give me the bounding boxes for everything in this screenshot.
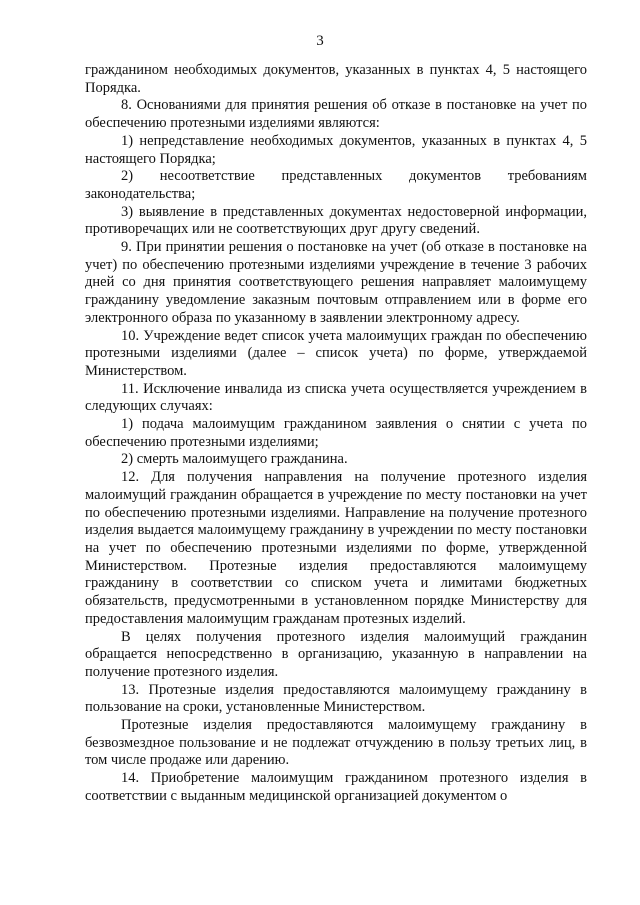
paragraph-item-13-note: Протезные изделия предоставляются малоимущему гражданину в безвозмездное пользование и не подлежат отчуждению в пользу третьих лиц, в том числе продаже или дарению. [85, 717, 587, 769]
paragraph-item-12-note: В целях получения протезного изделия малоимущий гражданин обращается непосредственно в организацию, указанную в направлении на получение протезного изделия. [85, 628, 587, 680]
page-number: 3 [316, 33, 324, 49]
paragraph-item-13: 13. Протезные изделия предоставляются малоимущему гражданину в пользование на сроки, установленные Министерством. [85, 681, 587, 716]
paragraph-item-8-2: 2) несоответствие представленных документов требованиям законодательства; [85, 168, 587, 202]
paragraph-item-14: 14. Приобретение малоимущим гражданином протезного изделия в соответствии с выданным медицинской организацией документом о [85, 770, 587, 804]
paragraph-item-9: 9. При принятии решения о постановке на учет (об отказе в постановке на учет) по обеспечению протезными изделиями учреждение в течение 3 рабочих дней со дня принятия соответствующего решения направляет малоимущему гражданину уведомление заказным почтовым отправлением или в форме его электронного образа по указанному в заявлении электронному адресу. [85, 239, 587, 326]
paragraph-item-8-1: 1) непредставление необходимых документов, указанных в пунктах 4, 5 настоящего Порядка; [85, 132, 587, 167]
paragraph-item-10: 10. Учреждение ведет список учета малоимущих граждан по обеспечению протезными изделиями (далее – список учета) по форме, утверждаемой Министерством. [85, 327, 587, 379]
paragraph-item-11: 11. Исключение инвалида из списка учета осуществляется учреждением в следующих случаях: [85, 380, 587, 415]
paragraph-item-11-1: 1) подача малоимущим гражданином заявления о снятии с учета по обеспечению протезными изделиями; [85, 416, 587, 450]
paragraph-item-11-2: 2) смерть малоимущего гражданина. [121, 451, 348, 468]
document-body [85, 62, 587, 806]
paragraph-item-8: 8. Основаниями для принятия решения об отказе в постановке на учет по обеспечению протезными изделиями являются: [85, 97, 587, 132]
paragraph-item-12: 12. Для получения направления на получение протезного изделия малоимущий гражданин обращается в учреждение по месту постановки на учет по обеспечению протезными изделиями. Направление на получение протезного изделия выдается малоимущему гражданину в учреждении по месту постановки на учет по обеспечению протезными изделиями по форме, утвержденной Министерством. Протезные изделия предоставляются малоимущему гражданину в соответствии со списком учета и лимитами бюджетных обязательств, предусмотренными в установленном порядке Министерству для предоставления малоимущим гражданам протезных изделий. [85, 469, 587, 627]
paragraph-item-8-3: 3) выявление в представленных документах недостоверной информации, противоречащих или не соответствующих друг другу сведений. [85, 203, 587, 238]
paragraph-continuation: гражданином необходимых документов, указанных в пунктах 4, 5 настоящего Порядка. [85, 62, 587, 96]
